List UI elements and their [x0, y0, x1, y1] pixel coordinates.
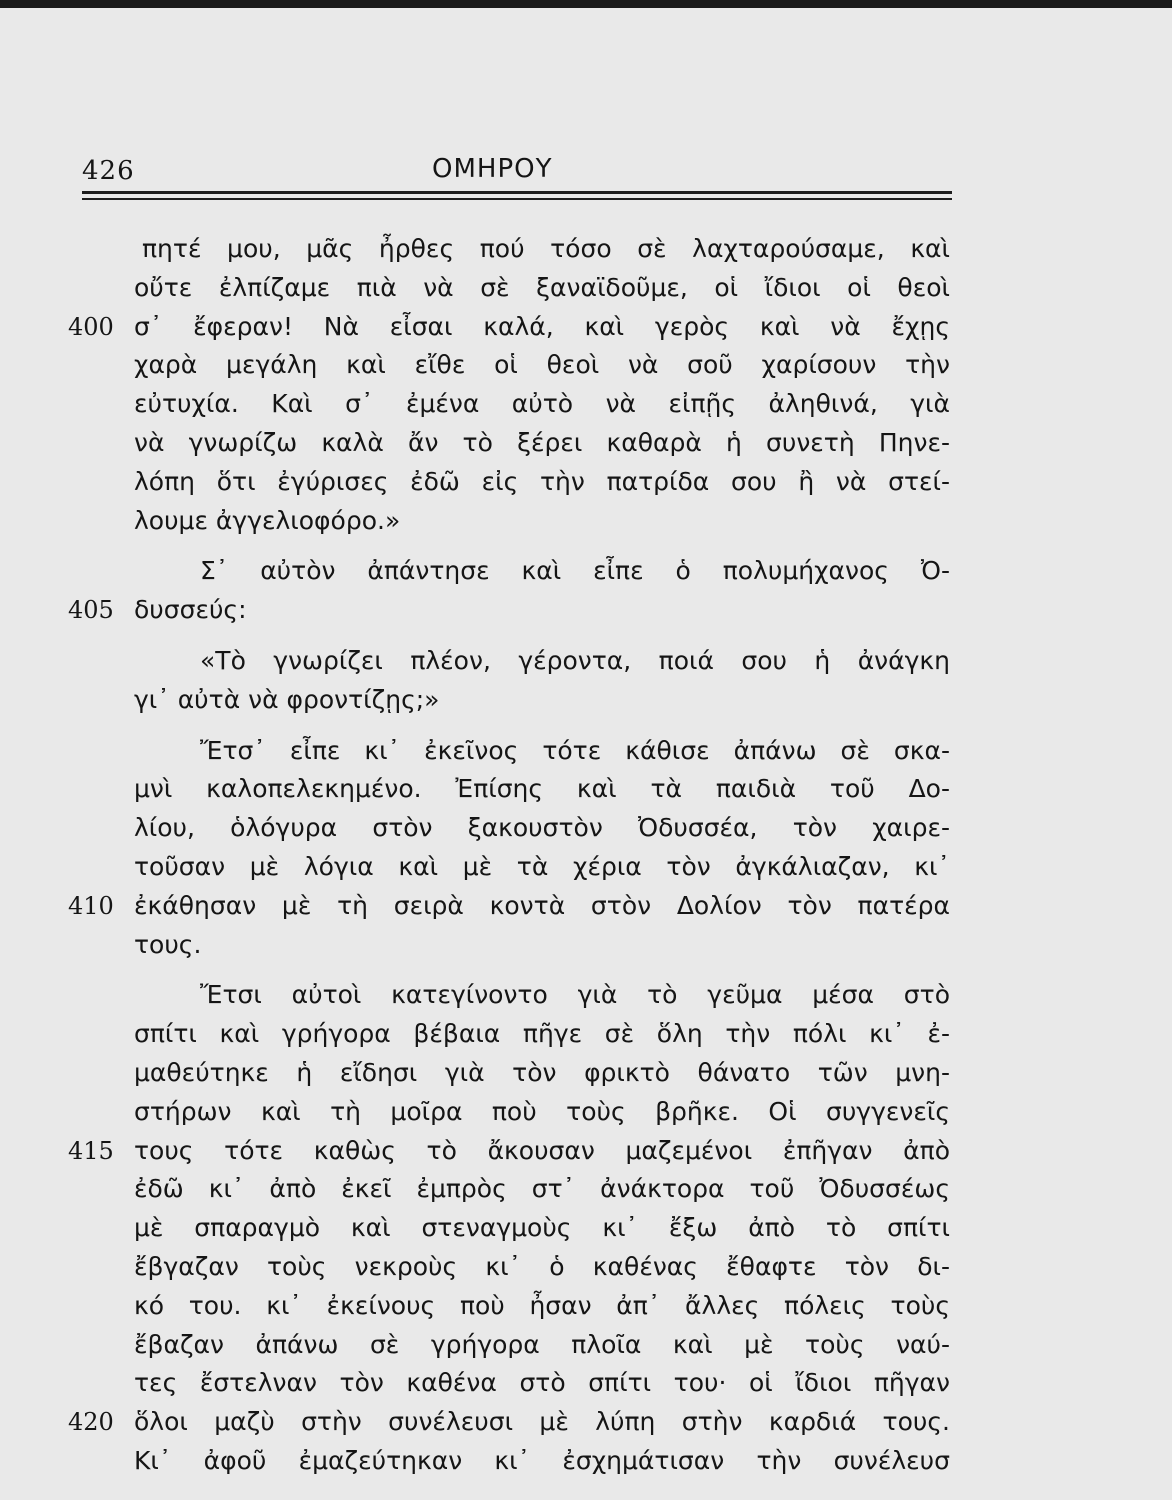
line-text: μὲ σπαραγμὸ καὶ στεναγμοὺς κι᾽ ἔξω ἀπὸ τὸ σπίτι [134, 1213, 950, 1243]
paragraph-gap [0, 540, 1172, 552]
page-header [82, 150, 952, 190]
text-line [0, 926, 1172, 965]
line-text: Ἔτσι αὐτοὶ κατεγίνοντο γιὰ τὸ γεῦμα μέσα στὸ [200, 980, 950, 1010]
line-text: ὅλοι μαζὺ στὴν συνέλευσι μὲ λύπη στὴν καρδιά τους. [134, 1407, 950, 1437]
line-text: σ᾽ ἔφεραν! Νὰ εἶσαι καλά, καὶ γερὸς καὶ νὰ ἔχῃς [134, 311, 950, 341]
text-line [0, 732, 1172, 771]
header-rule-top [82, 191, 952, 194]
paragraph-gap [0, 630, 1172, 642]
text-line [0, 976, 1172, 1015]
paragraph [0, 552, 1172, 630]
paragraph-gap [0, 964, 1172, 976]
text-line [0, 1170, 1172, 1209]
page-body [0, 230, 1172, 1481]
text-line [0, 809, 1172, 848]
line-text: Ἔτσ᾽ εἶπε κι᾽ ἐκεῖνος τότε κάθισε ἀπάνω σὲ σκα- [200, 735, 950, 765]
line-text: ἔβαζαν ἀπάνω σὲ γρήγορα πλοῖα καὶ μὲ τοὺς ναύ- [134, 1329, 950, 1359]
line-text: τοῦσαν μὲ λόγια καὶ μὲ τὰ χέρια τὸν ἀγκάλιαζαν, κι᾽ [134, 851, 950, 881]
line-text: μαθεύτηκε ἡ εἴδησι γιὰ τὸν φρικτὸ θάνατο τῶν μνη- [134, 1057, 950, 1087]
line-text: Κι᾽ ἀφοῦ ἐμαζεύτηκαν κι᾽ ἐσχημάτισαν τὴν συνέλευσ [134, 1445, 950, 1475]
text-line [0, 1248, 1172, 1287]
running-title: ΟΜΗΡΟΥ [432, 154, 553, 184]
text-line [0, 591, 1172, 630]
paragraph [0, 642, 1172, 720]
text-line [0, 1442, 1172, 1481]
line-text: λίου, ὁλόγυρα στὸν ξακουστὸν Ὀδυσσέα, τὸν χαιρε- [134, 813, 950, 843]
text-line [0, 502, 1172, 541]
page-number: 426 [82, 156, 135, 186]
line-text: λόπη ὅτι ἐγύρισες ἐδῶ εἰς τὴν πατρίδα σου ἢ νὰ στεί- [134, 466, 950, 496]
line-text: ἐκάθησαν μὲ τὴ σειρὰ κοντὰ στὸν Δολίον τὸν πατέρα [134, 890, 950, 920]
text-line [0, 848, 1172, 887]
text-line [0, 552, 1172, 591]
paragraph [0, 976, 1172, 1480]
text-line [0, 1209, 1172, 1248]
text-line [0, 1287, 1172, 1326]
text-line [0, 1132, 1172, 1171]
line-text: χαρὰ μεγάλη καὶ εἴθε οἱ θεοὶ νὰ σοῦ χαρίσουν τὴν [134, 350, 950, 380]
text-line [0, 424, 1172, 463]
line-number: 410 [68, 891, 114, 920]
header-rule-bottom [82, 198, 952, 200]
text-line [0, 770, 1172, 809]
line-text: μνὶ καλοπελεκημένο. Ἐπίσης καὶ τὰ παιδιὰ τοῦ Δο- [134, 774, 950, 804]
line-text: τες ἔστελναν τὸν καθένα στὸ σπίτι του· οἱ ἴδιοι πῆγαν [134, 1368, 950, 1398]
text-line [0, 1326, 1172, 1365]
line-text: εὐτυχία. Καὶ σ᾽ ἐμένα αὐτὸ νὰ εἰπῇς ἀληθινά, γιὰ [134, 389, 950, 419]
line-number: 400 [68, 312, 114, 341]
text-line [0, 887, 1172, 926]
line-text: σπίτι καὶ γρήγορα βέβαια πῆγε σὲ ὅλη τὴν πόλι κι᾽ ἐ- [134, 1019, 950, 1049]
line-number: 420 [68, 1408, 114, 1437]
paragraph [0, 230, 1172, 540]
page-top-edge [0, 0, 1172, 8]
line-text: τους τότε καθὼς τὸ ἄκουσαν μαζεμένοι ἐπῆγαν ἀπὸ [134, 1135, 950, 1165]
line-text: τους. [134, 929, 202, 959]
line-number: 405 [68, 596, 114, 625]
text-line [0, 269, 1172, 308]
text-line [0, 385, 1172, 424]
paragraph-gap [0, 720, 1172, 732]
line-text: οὔτε ἐλπίζαμε πιὰ νὰ σὲ ξαναϊδοῦμε, οἱ ἴδιοι οἱ θεοὶ [134, 272, 950, 302]
text-line [0, 230, 1172, 269]
line-text: ἔβγαζαν τοὺς νεκροὺς κι᾽ ὁ καθένας ἔθαφτε τὸν δι- [134, 1251, 950, 1281]
line-text: πητέ μου, μᾶς ἦρθες πού τόσο σὲ λαχταρούσαμε, καὶ [142, 234, 950, 263]
line-text: ἐδῶ κι᾽ ἀπὸ ἐκεῖ ἐμπρὸς στ᾽ ἀνάκτορα τοῦ Ὀδυσσέως [134, 1174, 950, 1204]
text-line [0, 1015, 1172, 1054]
line-number: 415 [68, 1136, 114, 1165]
line-text: νὰ γνωρίζω καλὰ ἄν τὸ ξέρει καθαρὰ ἡ συνετὴ Πηνε- [134, 427, 950, 457]
text-line [0, 1054, 1172, 1093]
text-line [0, 681, 1172, 720]
line-text: στήρων καὶ τὴ μοῖρα ποὺ τοὺς βρῆκε. Οἱ συγγενεῖς [134, 1096, 950, 1126]
text-line [0, 346, 1172, 385]
text-line [0, 642, 1172, 681]
text-line [0, 1364, 1172, 1403]
line-text: Σ᾽ αὐτὸν ἀπάντησε καὶ εἶπε ὁ πολυμήχανος Ὀ- [200, 556, 950, 586]
text-line [0, 308, 1172, 347]
text-line [0, 1093, 1172, 1132]
text-line [0, 463, 1172, 502]
paragraph [0, 732, 1172, 965]
line-text: δυσσεύς: [134, 595, 247, 625]
line-text: λουμε ἀγγελιοφόρο.» [134, 505, 401, 535]
line-text: «Τὸ γνωρίζει πλέον, γέροντα, ποιά σου ἡ ἀνάγκη [200, 645, 950, 675]
text-line [0, 1403, 1172, 1442]
line-text: γι᾽ αὐτὰ νὰ φροντίζῃς;» [134, 684, 440, 714]
line-text: κό του. κι᾽ ἐκείνους ποὺ ἦσαν ἀπ᾽ ἄλλες πόλεις τοὺς [134, 1290, 950, 1320]
